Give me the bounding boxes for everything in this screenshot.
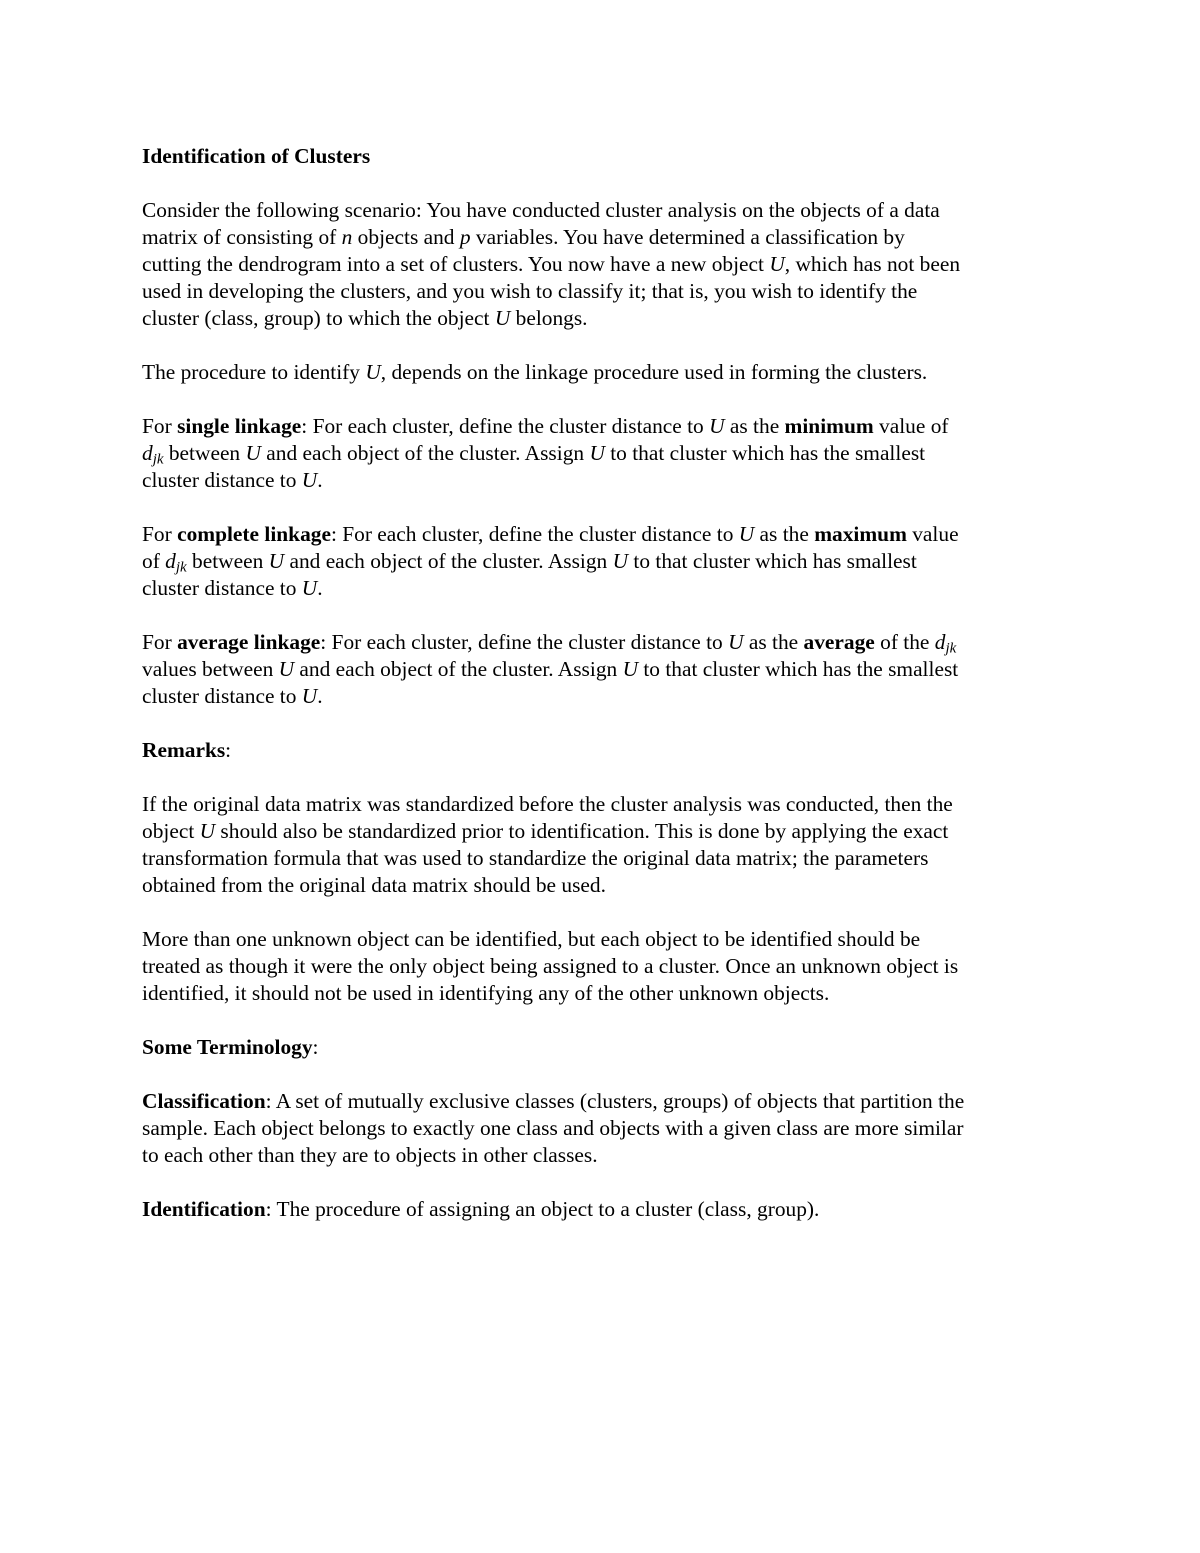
- average-term: average: [803, 630, 875, 654]
- text: and each object of the cluster. Assign: [284, 549, 613, 573]
- text: identified, it should not be used in identifying any of the other unknown objects.: [142, 981, 830, 1005]
- text: :: [312, 1035, 319, 1059]
- remarks-heading-text: Remarks: [142, 738, 226, 762]
- text: For: [142, 630, 178, 654]
- text: objects and: [352, 225, 460, 249]
- var-u: U: [199, 819, 216, 843]
- text: : A set of mutually exclusive classes (clusters, groups) of objects that partition the: [265, 1089, 965, 1113]
- var-u: U: [709, 414, 725, 438]
- text: to that cluster which has the smallest: [604, 441, 926, 465]
- text: transformation formula that was used to standardize the original data matrix; the parameters: [142, 846, 929, 870]
- var-d: d: [934, 630, 946, 654]
- text: values between: [142, 657, 279, 681]
- text: to each other than they are to objects in other classes.: [142, 1143, 598, 1167]
- intro-paragraph: [142, 197, 1062, 332]
- minimum-term: minimum: [784, 414, 874, 438]
- text: The procedure to identify: [142, 360, 366, 384]
- var-u: U: [245, 441, 261, 465]
- complete-linkage-term: complete linkage: [177, 522, 331, 546]
- text: treated as though it were the only object being assigned to a cluster. Once an unknown object is: [142, 954, 959, 978]
- maximum-term: maximum: [814, 522, 907, 546]
- text: .: [317, 468, 323, 492]
- text: of: [142, 549, 166, 573]
- text: should also be standardized prior to identification. This is done by applying the exact: [215, 819, 949, 843]
- terminology-heading: [142, 1034, 1062, 1061]
- text: belongs.: [510, 306, 588, 330]
- var-u: U: [301, 576, 318, 600]
- var-u: U: [728, 630, 744, 654]
- text: .: [317, 576, 323, 600]
- text: between: [163, 441, 246, 465]
- text: sample. Each object belongs to exactly one class and objects with a given class are more similar: [142, 1116, 964, 1140]
- text: as the: [724, 414, 785, 438]
- text: and each object of the cluster. Assign: [294, 657, 623, 681]
- identification-definition: [142, 1196, 1062, 1223]
- text: to that cluster which has smallest: [628, 549, 917, 573]
- var-p: p: [459, 225, 471, 249]
- procedure-paragraph: [142, 359, 1062, 386]
- text: , which has not been: [784, 252, 961, 276]
- var-d: d: [165, 549, 176, 573]
- text: : For each cluster, define the cluster distance to: [301, 414, 710, 438]
- text: between: [186, 549, 269, 573]
- subscript-jk: jk: [175, 559, 187, 576]
- var-u: U: [612, 549, 629, 573]
- var-u: U: [278, 657, 295, 681]
- average-linkage-term: average linkage: [177, 630, 321, 654]
- text: value: [906, 522, 959, 546]
- var-u: U: [738, 522, 755, 546]
- document-title: Identification of Clusters: [142, 144, 371, 168]
- var-u: U: [589, 441, 605, 465]
- text: : For each cluster, define the cluster distance to: [320, 630, 729, 654]
- text: For: [142, 414, 178, 438]
- var-u: U: [301, 684, 318, 708]
- text: : The procedure of assigning an object to a cluster (class, group).: [265, 1197, 820, 1221]
- text: to that cluster which has the smallest: [638, 657, 959, 681]
- text: obtained from the original data matrix should be used.: [142, 873, 606, 897]
- text: as the: [743, 630, 804, 654]
- var-u: U: [301, 468, 318, 492]
- text: object: [142, 819, 200, 843]
- var-u: U: [365, 360, 381, 384]
- single-linkage-paragraph: [142, 413, 1062, 494]
- text: For: [142, 522, 178, 546]
- text: cluster distance to: [142, 684, 302, 708]
- text: : For each cluster, define the cluster distance to: [330, 522, 739, 546]
- var-d: d: [142, 441, 153, 465]
- text: cutting the dendrogram into a set of clusters. You now have a new object: [142, 252, 770, 276]
- var-u: U: [622, 657, 639, 681]
- text: as the: [754, 522, 815, 546]
- text: variables. You have determined a classification by: [470, 225, 905, 249]
- remark-unknown-objects-paragraph: [142, 926, 1062, 1007]
- subscript-jk: jk: [152, 451, 164, 468]
- var-u: U: [769, 252, 785, 276]
- document-page: [142, 143, 1062, 1250]
- average-linkage-paragraph: [142, 629, 1062, 710]
- text: and each object of the cluster. Assign: [260, 441, 590, 465]
- complete-linkage-paragraph: [142, 521, 1062, 602]
- text: If the original data matrix was standardized before the cluster analysis was conducted, then the: [142, 792, 953, 816]
- identification-term: Identification: [142, 1197, 266, 1221]
- subscript-jk: jk: [945, 640, 957, 657]
- var-u: U: [268, 549, 285, 573]
- text: matrix of consisting of: [142, 225, 342, 249]
- text: .: [317, 684, 323, 708]
- classification-term: Classification: [142, 1089, 266, 1113]
- classification-definition: [142, 1088, 1062, 1169]
- text: cluster distance to: [142, 576, 302, 600]
- text: of the: [874, 630, 935, 654]
- text: used in developing the clusters, and you wish to classify it; that is, you wish to identify the: [142, 279, 918, 303]
- var-n: n: [341, 225, 353, 249]
- terminology-heading-text: Some Terminology: [142, 1035, 313, 1059]
- var-u: U: [494, 306, 511, 330]
- text: More than one unknown object can be identified, but each object to be identified should be: [142, 927, 921, 951]
- remark-standardization-paragraph: [142, 791, 1062, 899]
- text: cluster distance to: [142, 468, 302, 492]
- text: , depends on the linkage procedure used in forming the clusters.: [380, 360, 928, 384]
- text: :: [225, 738, 232, 762]
- text: cluster (class, group) to which the object: [142, 306, 495, 330]
- text: Consider the following scenario: You have conducted cluster analysis on the objects of a data: [142, 198, 940, 222]
- single-linkage-term: single linkage: [177, 414, 302, 438]
- remarks-heading: [142, 737, 1062, 764]
- text: value of: [873, 414, 949, 438]
